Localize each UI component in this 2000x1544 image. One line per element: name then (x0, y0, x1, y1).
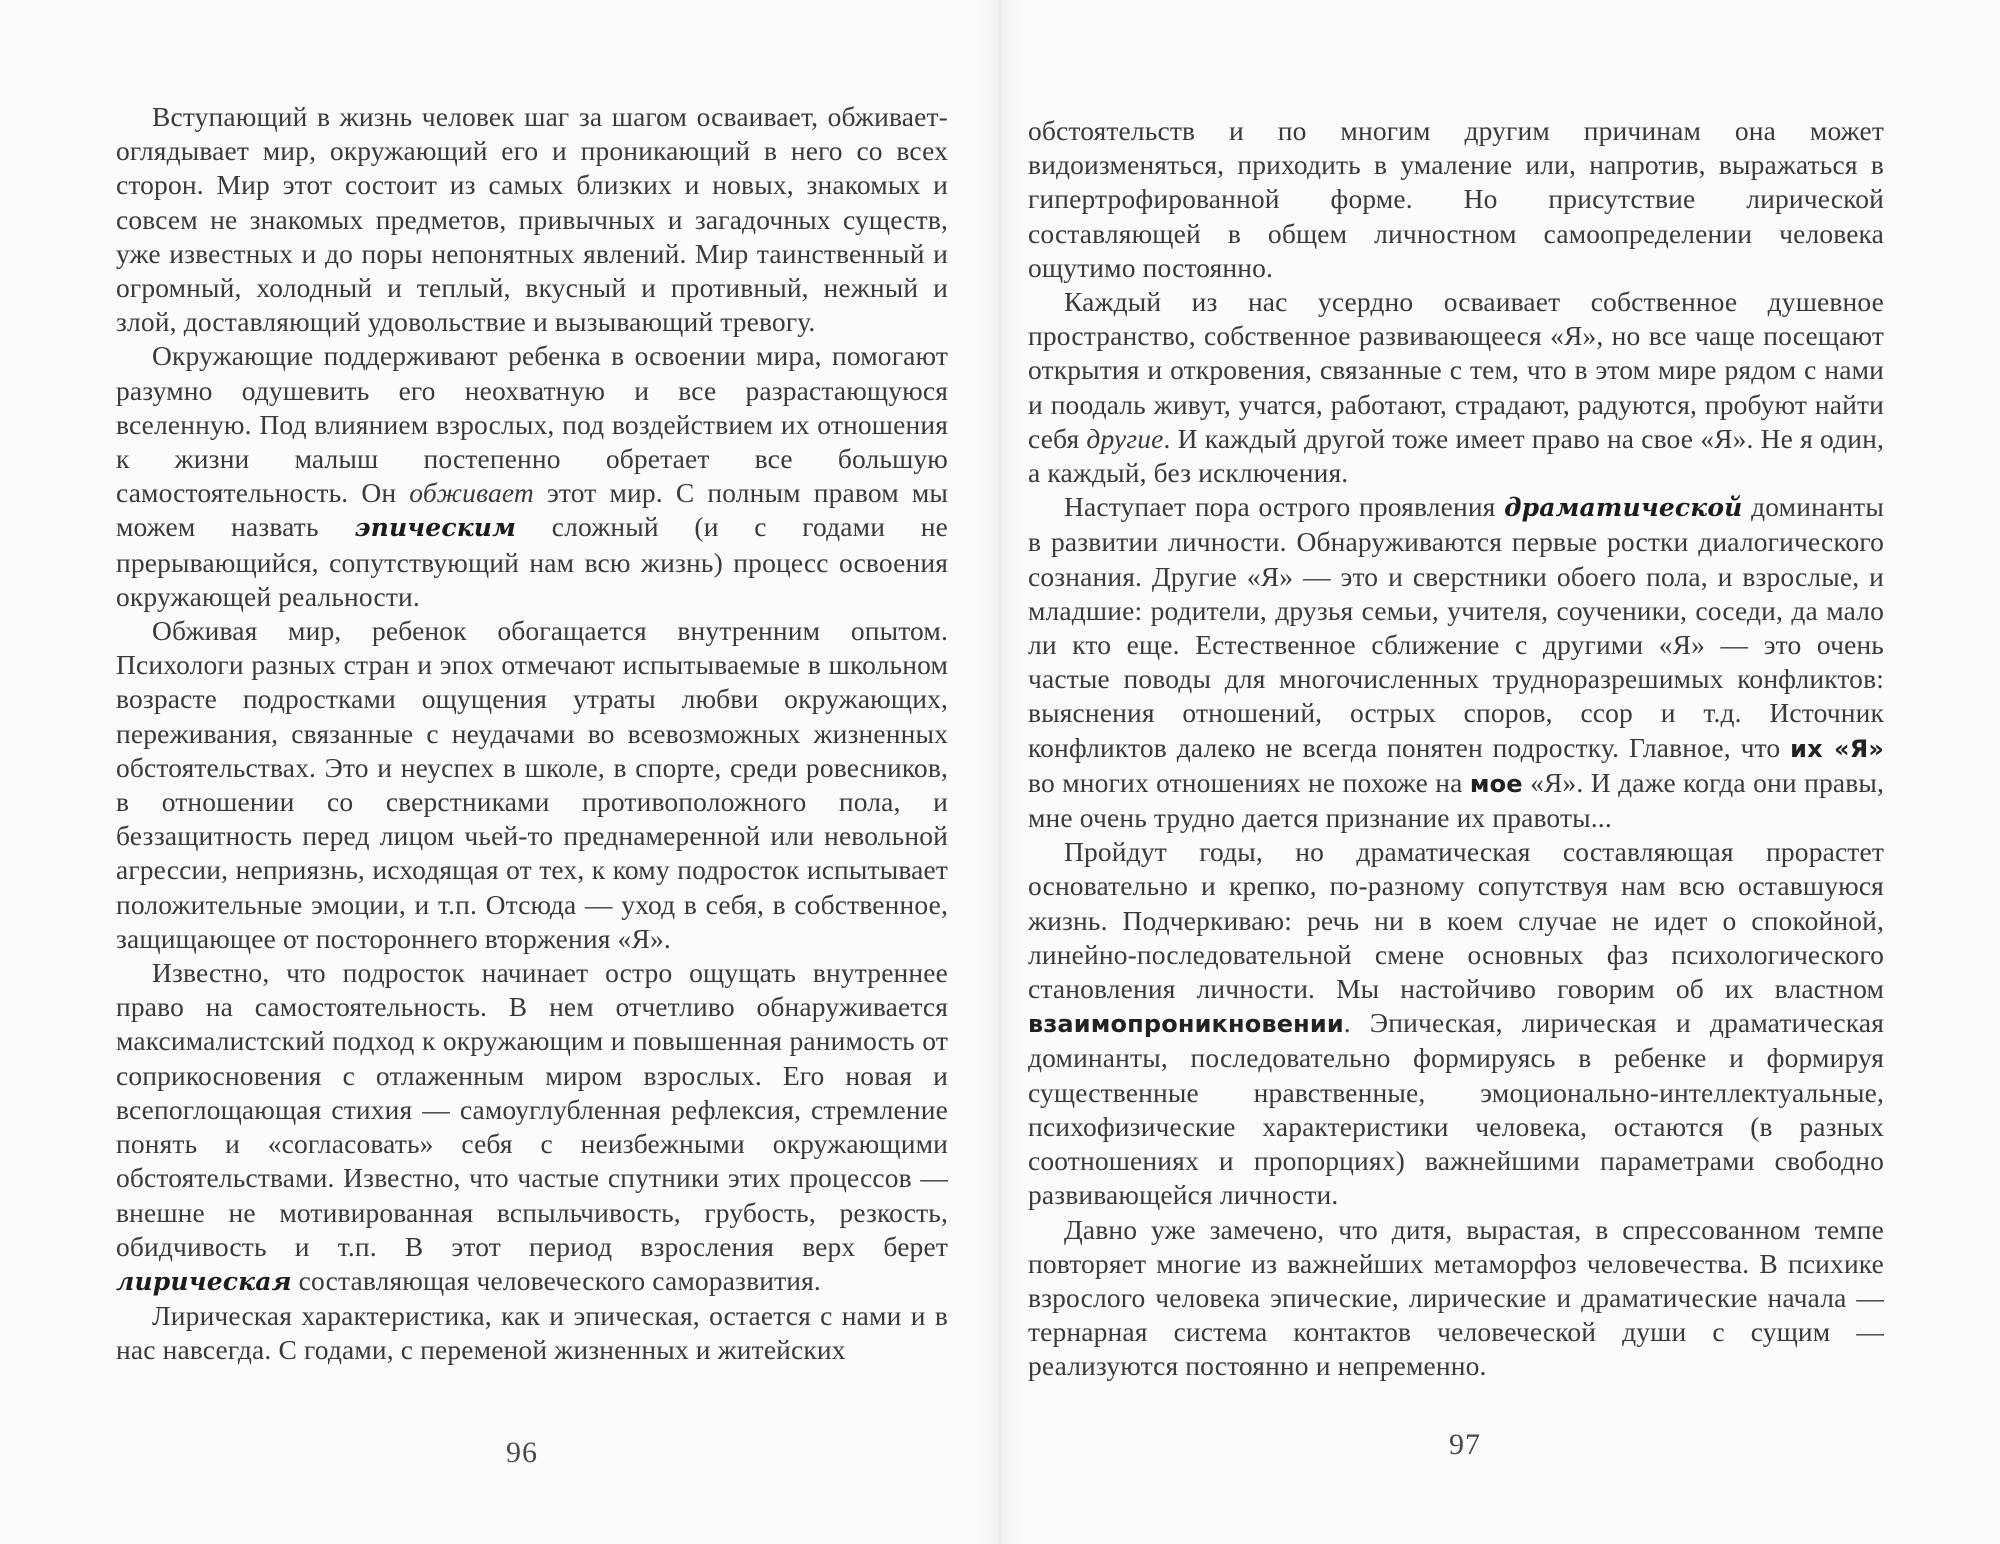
page-number: 97 (1449, 1428, 1481, 1461)
paragraph: Вступающий в жизнь человек шаг за шагом осваивает, обживает-оглядывает мир, окружающий его и проникающий в него со всех сторон. Мир этот состоит из самых близких и новых, знакомых и совсем не знакомых предметов, привычных и загадочных существ, уже известных и до поры непонятных явлений. Мир таинственный и огромный, холодный и теплый, вкусный и противный, нежный и злой, доставляющий удовольствие и вызывающий тревогу. (116, 101, 948, 338)
paragraph: Пройдут годы, но драматическая составляющая прорастет основательно и крепко, по-разному сопутствуя нам всю оставшуюся жизнь. Подчеркиваю: речь ни в коем случае не идет о спокойной, линейно-последовательной смене основных фаз психологического становления личности. Мы настойчиво говорим об их властном взаимопроникновении. Эпическая, лирическая и драматическая доминанты, последовательно формируясь в ребенке и формируя существенные нравственные, эмоционально-интеллектуальные, психофизические характеристики человека, остаются (в разных соотношениях и пропорциях) важнейшими параметрами свободно развивающейся личности. (1028, 836, 1884, 1211)
emphasis-text: другие (1086, 422, 1164, 454)
paragraph: Окружающие поддерживают ребенка в освоении мира, помогают разумно одушевить его неохватную и все разрастающуюся вселенную. Под влиянием взрослых, под воздействием их отношения к жизни малыш постепенно обретает все большую самостоятельность. Он обживает этот мир. С полным правом мы можем назвать эпическим сложный (и с годами не прерывающийся, сопутствующий нам всю жизнь) процесс освоения окружающей реальности. (116, 340, 949, 612)
left-text-column (116, 100, 948, 1368)
page-number: 96 (506, 1436, 538, 1469)
paragraph: обстоятельств и по многим другим причинам она может видоизменяться, приходить в умаление или, напротив, выражаться в гипертрофированной форме. Но присутствие лирической составляющей в общем личностном самоопределении человека ощутимо постоянно. (1028, 115, 1884, 283)
paragraph: Наступает пора острого проявления драматической доминанты в развитии личности. Обнаруживаются первые ростки диалогического сознания. Другие «Я» — это и сверстники обоего пола, и взрослые, и младшие: родители, друзья семьи, учителя, соученики, соседи, да мало ли кто еще. Естественное сближение с другими «Я» — это очень частые поводы для многочисленных трудноразрешимых конфликтов: выяснения отношений, острых споров, ссор и т.д. Источник конфликтов далеко не всегда понятен подростку. Главное, что их «Я» во многих отношениях не похоже на мое «Я». И даже когда они правы, мне очень трудно дается признание их правоты... (1028, 491, 1885, 834)
bold-italic-term: эпическим (354, 513, 517, 543)
paragraph: Известно, что подросток начинает остро ощущать внутреннее право на самостоятельность. В нем отчетливо обнаруживается максималистский подход к окружающим и повышенная ранимость от соприкосновения с отлаженным миром взрослых. Его новая и всепоглощающая стихия — самоуглубленная рефлексия, стремление понять и «согласовать» себя с неизбежными окружающими обстоятельствами. Известно, что частые спутники этих процессов — внешне не мотивированная вспыльчивость, грубость, резкость, обидчивость и т.п. В этот период взросления верх берет лирическая составляющая человеческого саморазвития. (116, 957, 948, 1296)
bold-italic-term: драматической (1504, 493, 1743, 523)
paragraph: Лирическая характеристика, как и эпическая, остается с нами и в нас навсегда. С годами, с переменой жизненных и житейских (116, 1300, 948, 1366)
bold-term: взаимопроникновении (1028, 1010, 1344, 1039)
bold-term: мое (1469, 769, 1523, 798)
paragraph: Каждый из нас усердно осваивает собственное душевное пространство, собственное развивающееся «Я», но все чаще посещают открытия и откровения, связанные с тем, что в этом мире рядом с нами и поодаль живут, учатся, работают, страдают, радуются, пробуют найти себя другие. И каждый другой тоже имеет право на свое «Я». Не я один, а каждый, без исключения. (1028, 286, 1885, 489)
bold-term: их «Я» (1790, 734, 1884, 763)
paragraph: Обживая мир, ребенок обогащается внутренним опытом. Психологи разных стран и эпох отмечают испытываемые в школьном возрасте подростками ощущения утраты любви окружающих, переживания, связанные с неудачами во всевозможных жизненных обстоятельствах. Это и неуспех в школе, в спорте, среди ровесников, в отношении со сверстниками противоположного пола, и беззащитность перед лицом чьей-то преднамеренной или невольной агрессии, неприязнь, исходящая от тех, к кому подросток испытывает положительные эмоции, и т.п. Отсюда — уход в себя, в собственное, защищающее от постороннего вторжения «Я». (116, 615, 948, 954)
left-page (0, 0, 990, 1544)
right-text-column (1028, 114, 1884, 1384)
bold-italic-term: лирическая (116, 1266, 292, 1296)
right-page (1000, 0, 2000, 1544)
paragraph: Давно уже замечено, что дитя, вырастая, в спрессованном темпе повторяет многие из важнейших метаморфоз человечества. В психике взрослого человека эпические, лирические и драматические начала — тернарная система контактов человеческой души с сущим — реализуются постоянно и непременно. (1028, 1213, 1884, 1382)
emphasis-text: обживает (409, 477, 534, 509)
